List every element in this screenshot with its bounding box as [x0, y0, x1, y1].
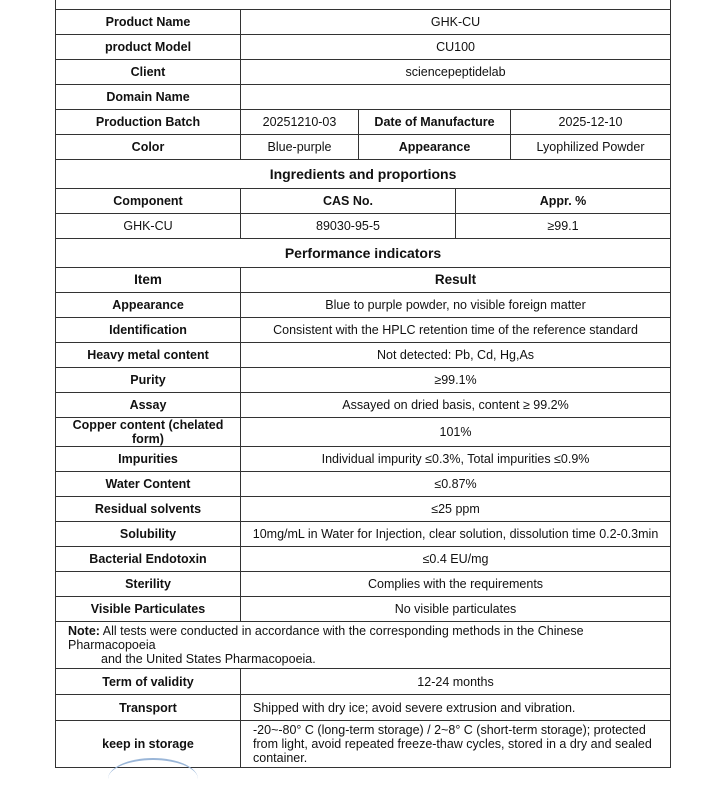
cell-cas: 89030-95-5	[241, 214, 456, 239]
value-storage: -20~-80° C (long-term storage) / 2~8° C (short-term storage); protected from light, avoid repeated freeze-thaw cycles, stored in a dry and sealed container.	[241, 721, 671, 768]
perf-item: Bacterial Endotoxin	[56, 547, 241, 572]
perf-result: 101%	[241, 418, 671, 447]
perf-result: Assayed on dried basis, content ≥ 99.2%	[241, 393, 671, 418]
perf-item: Water Content	[56, 472, 241, 497]
perf-result: ≤0.4 EU/mg	[241, 547, 671, 572]
table-row	[56, 497, 671, 522]
value-appearance: Lyophilized Powder	[511, 135, 671, 160]
perf-result: Blue to purple powder, no visible foreign matter	[241, 293, 671, 318]
table-row	[56, 368, 671, 393]
section-title-performance: Performance indicators	[56, 239, 671, 268]
row-product-name	[56, 10, 671, 35]
label-product-model: product Model	[56, 35, 241, 60]
header-component: Component	[56, 189, 241, 214]
row-ingredient	[56, 214, 671, 239]
perf-result: Not detected: Pb, Cd, Hg,As	[241, 343, 671, 368]
value-batch: 20251210-03	[241, 110, 359, 135]
row-validity	[56, 669, 671, 695]
value-product-name: GHK-CU	[241, 10, 671, 35]
perf-result: Individual impurity ≤0.3%, Total impurities ≤0.9%	[241, 447, 671, 472]
perf-item: Identification	[56, 318, 241, 343]
perf-result: Complies with the requirements	[241, 572, 671, 597]
perf-item: Assay	[56, 393, 241, 418]
value-product-model: CU100	[241, 35, 671, 60]
perf-item: Impurities	[56, 447, 241, 472]
note-line1: All tests were conducted in accordance with the corresponding methods in the Chinese Pharmacopoeia	[68, 624, 584, 652]
perf-item: Purity	[56, 368, 241, 393]
table-row	[56, 472, 671, 497]
cell-component: GHK-CU	[56, 214, 241, 239]
perf-item: Appearance	[56, 293, 241, 318]
label-color: Color	[56, 135, 241, 160]
note-cell	[56, 622, 671, 669]
label-client: Client	[56, 60, 241, 85]
perf-item: Solubility	[56, 522, 241, 547]
table-row	[56, 343, 671, 368]
header-appr: Appr. %	[456, 189, 671, 214]
label-product-name: Product Name	[56, 10, 241, 35]
perf-item: Visible Particulates	[56, 597, 241, 622]
perf-item: Copper content (chelated form)	[56, 418, 241, 447]
note-line2: and the United States Pharmacopoeia.	[101, 652, 316, 666]
row-note	[56, 622, 671, 669]
label-batch: Production Batch	[56, 110, 241, 135]
row-transport	[56, 695, 671, 721]
row-client	[56, 60, 671, 85]
stamp-seal-edge	[108, 758, 198, 800]
row-ingredients-header	[56, 189, 671, 214]
section-title-ingredients: Ingredients and proportions	[56, 160, 671, 189]
value-client: sciencepeptidelab	[241, 60, 671, 85]
perf-result: No visible particulates	[241, 597, 671, 622]
perf-result: Consistent with the HPLC retention time of the reference standard	[241, 318, 671, 343]
table-row	[56, 418, 671, 447]
header-item: Item	[56, 268, 241, 293]
row-batch	[56, 110, 671, 135]
perf-result: ≤25 ppm	[241, 497, 671, 522]
perf-result: ≤0.87%	[241, 472, 671, 497]
label-storage: keep in storage	[56, 721, 241, 768]
label-appearance: Appearance	[359, 135, 511, 160]
perf-result: ≥99.1%	[241, 368, 671, 393]
top-border-row	[56, 0, 671, 10]
value-color: Blue-purple	[241, 135, 359, 160]
table-row	[56, 447, 671, 472]
value-validity: 12-24 months	[241, 669, 671, 695]
header-cas: CAS No.	[241, 189, 456, 214]
row-product-model	[56, 35, 671, 60]
row-performance-title	[56, 239, 671, 268]
value-mfg-date: 2025-12-10	[511, 110, 671, 135]
perf-item: Sterility	[56, 572, 241, 597]
row-performance-header	[56, 268, 671, 293]
table-row	[56, 572, 671, 597]
cell-appr: ≥99.1	[456, 214, 671, 239]
table-row	[56, 522, 671, 547]
value-domain	[241, 85, 671, 110]
coa-table	[55, 0, 671, 768]
row-domain	[56, 85, 671, 110]
label-mfg-date: Date of Manufacture	[359, 110, 511, 135]
table-row	[56, 393, 671, 418]
table-row	[56, 318, 671, 343]
table-row	[56, 293, 671, 318]
perf-item: Heavy metal content	[56, 343, 241, 368]
label-domain: Domain Name	[56, 85, 241, 110]
row-ingredients-title	[56, 160, 671, 189]
perf-item: Residual solvents	[56, 497, 241, 522]
value-transport: Shipped with dry ice; avoid severe extrusion and vibration.	[241, 695, 671, 721]
row-color	[56, 135, 671, 160]
perf-result: 10mg/mL in Water for Injection, clear solution, dissolution time 0.2-0.3min	[241, 522, 671, 547]
label-validity: Term of validity	[56, 669, 241, 695]
header-result: Result	[241, 268, 671, 293]
note-label: Note:	[68, 624, 100, 638]
table-row	[56, 597, 671, 622]
label-transport: Transport	[56, 695, 241, 721]
table-row	[56, 547, 671, 572]
